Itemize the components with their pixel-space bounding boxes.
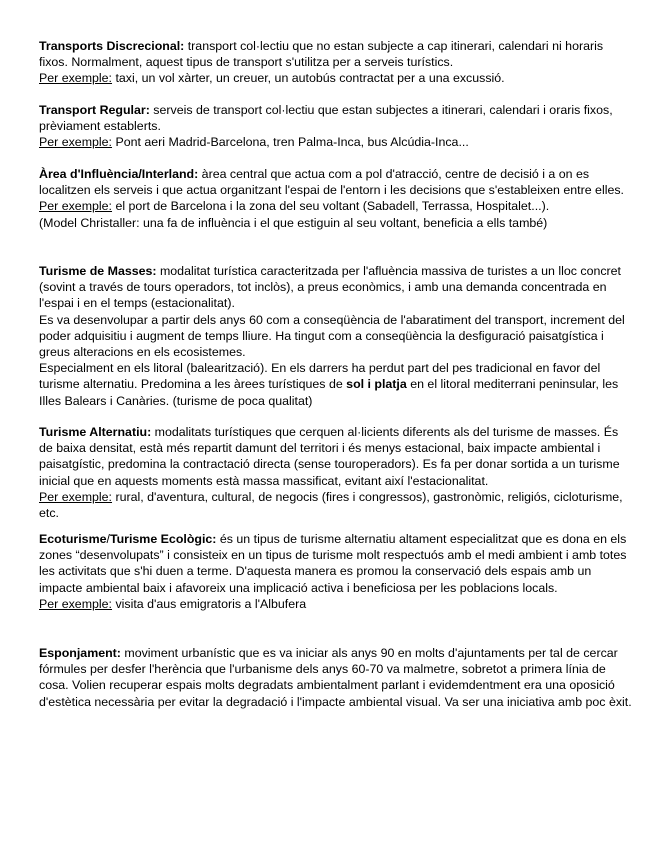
example-text: taxi, un vol xàrter, un creuer, un autobús contractat per a una excussió. <box>112 71 505 86</box>
example-line <box>39 70 633 86</box>
term-heading: Turisme Alternatiu: <box>39 425 152 439</box>
example-line <box>39 489 633 521</box>
definition-text: àrea central que actua com a pol d'atracció, centre de decisió i a on es localitzen els serveis i que actua organitzant l'espai de l'entorn i les decisions que s'estableixen entre elles. <box>39 167 624 198</box>
example-text: rural, d'aventura, cultural, de negocis (fires i congressos), gastronòmic, religiós, cicloturisme, etc. <box>39 489 623 521</box>
definition-text: serveis de transport col·lectiu que estan subjectes a itinerari, calendari i oraris fixos, prèviament establerts. <box>39 103 613 134</box>
term-heading: Transports Discrecional: <box>39 39 185 53</box>
example-line <box>39 134 633 150</box>
keyword-sol-i-platja: sol i platja <box>346 377 407 392</box>
entry-turisme-alternatiu <box>39 424 633 521</box>
definition-paragraph <box>39 424 633 489</box>
term-heading: Turisme de Masses: <box>39 264 157 278</box>
example-label: Per exemple: <box>39 489 113 504</box>
note-line: (Model Christaller: una fa de influència i el que estiguin al seu voltant, beneficia a ells també) <box>39 215 548 230</box>
entry-turisme-masses <box>39 263 633 409</box>
entry-ecoturisme <box>39 531 633 612</box>
definition-text: modalitats turístiques que cerquen al·licients diferents als del turisme de masses. És de baixa densitat, està més repartit damunt del territori i és menys estacional, baix impacte ambiental i paisatgístic, predomina la contractació directa (sense touroperadors). Es fa per donar sortida a un turisme inicial que en aquests moments està massa massificat, evitant així l'estacionalitat. <box>39 425 620 488</box>
paragraph-3-text-b: en el litoral mediterrani peninsular, les Illes Balears i Canàries. (turisme de poca qualitat) <box>39 377 619 408</box>
entry-esponjament <box>39 645 633 710</box>
example-text: visita d'aus emigratoris a l'Albufera <box>112 596 307 611</box>
definition-paragraph <box>39 102 633 134</box>
definition-paragraph <box>39 645 633 661</box>
definition-paragraph <box>39 263 633 312</box>
example-label: Per exemple: <box>39 199 113 214</box>
example-line <box>39 198 633 214</box>
definition-text: modalitat turística caracteritzada per l'afluència massiva de turistes a un lloc concret (sovint a través de tours operadors, tot inclòs), a preus econòmics, i amb una demanda concentrada en l'espai i en el temps (estacionalitat). <box>39 264 622 311</box>
entry-transports-discrecional <box>39 38 633 87</box>
paragraph-3-text-a: Especialment en els litoral (balearització). En els darrers ha perdut part del pes tradicional en favor del turisme alternatiu. Predomina a les àrees turístiques de <box>39 361 601 392</box>
term-heading: Esponjament: <box>39 646 121 660</box>
definition-paragraph <box>39 38 633 70</box>
example-line <box>39 596 633 612</box>
paragraph-2: fórmules per desfer l'herència que l'urbanisme dels anys 60-70 va malmetre, sobretot a primera línia de cosa. Volien recuperar espais molts degradats ambientalment parlant i evidemdentment era una oposició d'estètica necessària per evitar la degradació i l'impacte ambiental visual. Va ser una iniciativa amb poc èxit. <box>39 662 632 709</box>
example-text: Pont aeri Madrid-Barcelona, tren Palma-Inca, bus Alcúdia-Inca... <box>112 135 469 150</box>
term-heading: Àrea d'Influència/Interland: <box>39 167 199 181</box>
definition-paragraph <box>39 531 633 596</box>
term-separator: / <box>106 532 110 546</box>
definition-text: és un tipus de turisme alternatiu altament especialitzat que es dona en els zones “desenvolupats” i consisteix en un tipus de turisme molt respectuós amb el medi ambient i amb totes les activitats que s'hi duen a terme. D'aquesta manera es promou la conservació dels espais amb un impacte ambiental baix i afavoreix una implicació activa i beneficiosa per les poblacions locals. <box>39 532 627 595</box>
term-heading-2: Turisme Ecològic: <box>109 532 217 546</box>
paragraph-2: Es va desenvolupar a partir dels anys 60 com a conseqüència de l'abaratiment del transport, increment del poder adquisitiu i augment de temps lliure. Ha tingut com a conseqüència la desfiguració paisatgística i greus alteracions en els ecosistemes. <box>39 312 625 360</box>
definition-text: transport col·lectiu que no estan subjecte a cap itinerari, calendari ni horaris fixos. Normalment, aquest tipus de transport s'utilitza per a serveis turístics. <box>39 39 604 70</box>
entry-area-influencia <box>39 166 633 231</box>
definition-paragraph <box>39 166 633 198</box>
example-label: Per exemple: <box>39 596 113 611</box>
example-text: el port de Barcelona i la zona del seu voltant (Sabadell, Terrassa, Hospitalet...). <box>112 199 550 214</box>
example-label: Per exemple: <box>39 135 113 150</box>
term-heading: Transport Regular: <box>39 103 150 117</box>
term-heading: Ecoturisme <box>39 532 107 546</box>
paragraph-3 <box>39 360 633 409</box>
example-label: Per exemple: <box>39 71 113 86</box>
entry-transport-regular <box>39 102 633 151</box>
definition-text: moviment urbanístic que es va iniciar als anys 90 en molts d'ajuntaments per tal de cercar <box>120 646 618 660</box>
